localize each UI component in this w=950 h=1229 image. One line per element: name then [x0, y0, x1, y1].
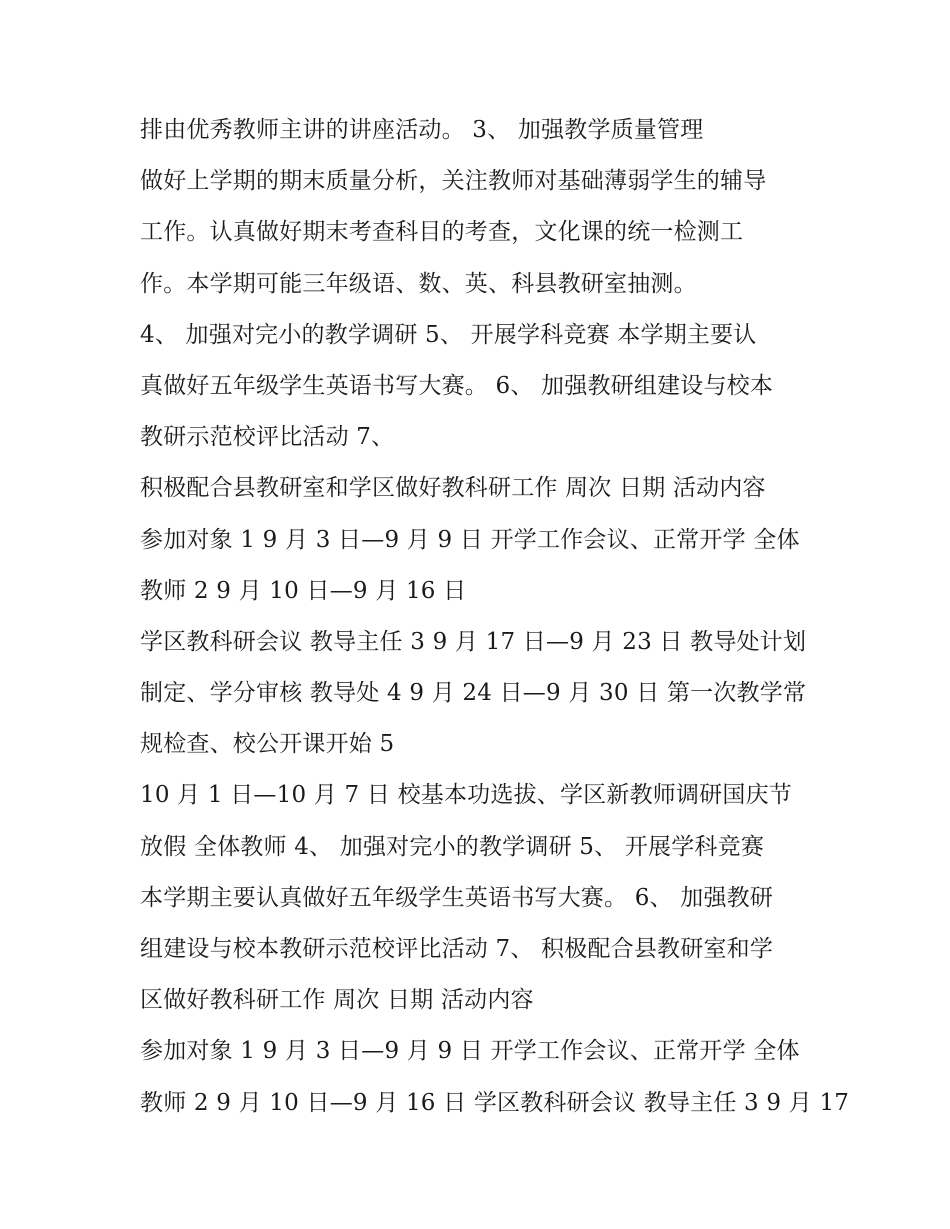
text-line: 参加对象 1 9 月 3 日—9 月 9 日 开学工作会议、正常开学 全体	[140, 1038, 800, 1065]
text-line: 4、 加强对完小的教学调研 5、 开展学科竞赛 本学期主要认	[140, 321, 757, 348]
text-line: 区做好教科研工作 周次 日期 活动内容	[140, 987, 534, 1014]
text-line: 教研示范校评比活动 7、	[140, 424, 395, 451]
text-line: 做好上学期的期末质量分析，关注教师对基础薄弱学生的辅导	[140, 168, 767, 195]
text-line: 排由优秀教师主讲的讲座活动。 3、 加强教学质量管理	[140, 117, 704, 143]
body-text	[140, 105, 850, 1129]
text-line: 组建设与校本教研示范校评比活动 7、 积极配合县教研室和学	[140, 936, 774, 962]
text-line: 工作。认真做好期末考查科目的考查，文化课的统一检测工	[140, 219, 744, 246]
text-line: 积极配合县教研室和学区做好教科研工作 周次 日期 活动内容	[140, 475, 766, 502]
text-line: 放假 全体教师 4、 加强对完小的教学调研 5、 开展学科竞赛	[140, 833, 765, 860]
text-line: 真做好五年级学生英语书写大赛。 6、 加强教研组建设与校本	[140, 372, 774, 399]
text-line: 教师 2 9 月 10 日—9 月 16 日 学区教科研会议 教导主任 3 9 月 17	[140, 1089, 850, 1116]
text-line: 制定、学分审核 教导处 4 9 月 24 日—9 月 30 日 第一次教学常	[140, 680, 807, 707]
text-line: 10 月 1 日—10 月 7 日 校基本功选拔、学区新教师调研国庆节	[140, 782, 792, 809]
text-line: 参加对象 1 9 月 3 日—9 月 9 日 开学工作会议、正常开学 全体	[140, 526, 800, 553]
text-line: 作。本学期可能三年级语、数、英、科县教研室抽测。	[140, 270, 697, 297]
text-line: 本学期主要认真做好五年级学生英语书写大赛。 6、 加强教研	[140, 884, 774, 911]
text-line: 规检查、校公开课开始 5	[140, 731, 395, 758]
text-line: 教师 2 9 月 10 日—9 月 16 日	[140, 577, 467, 604]
text-line: 学区教科研会议 教导主任 3 9 月 17 日—9 月 23 日 教导处计划	[140, 628, 807, 655]
